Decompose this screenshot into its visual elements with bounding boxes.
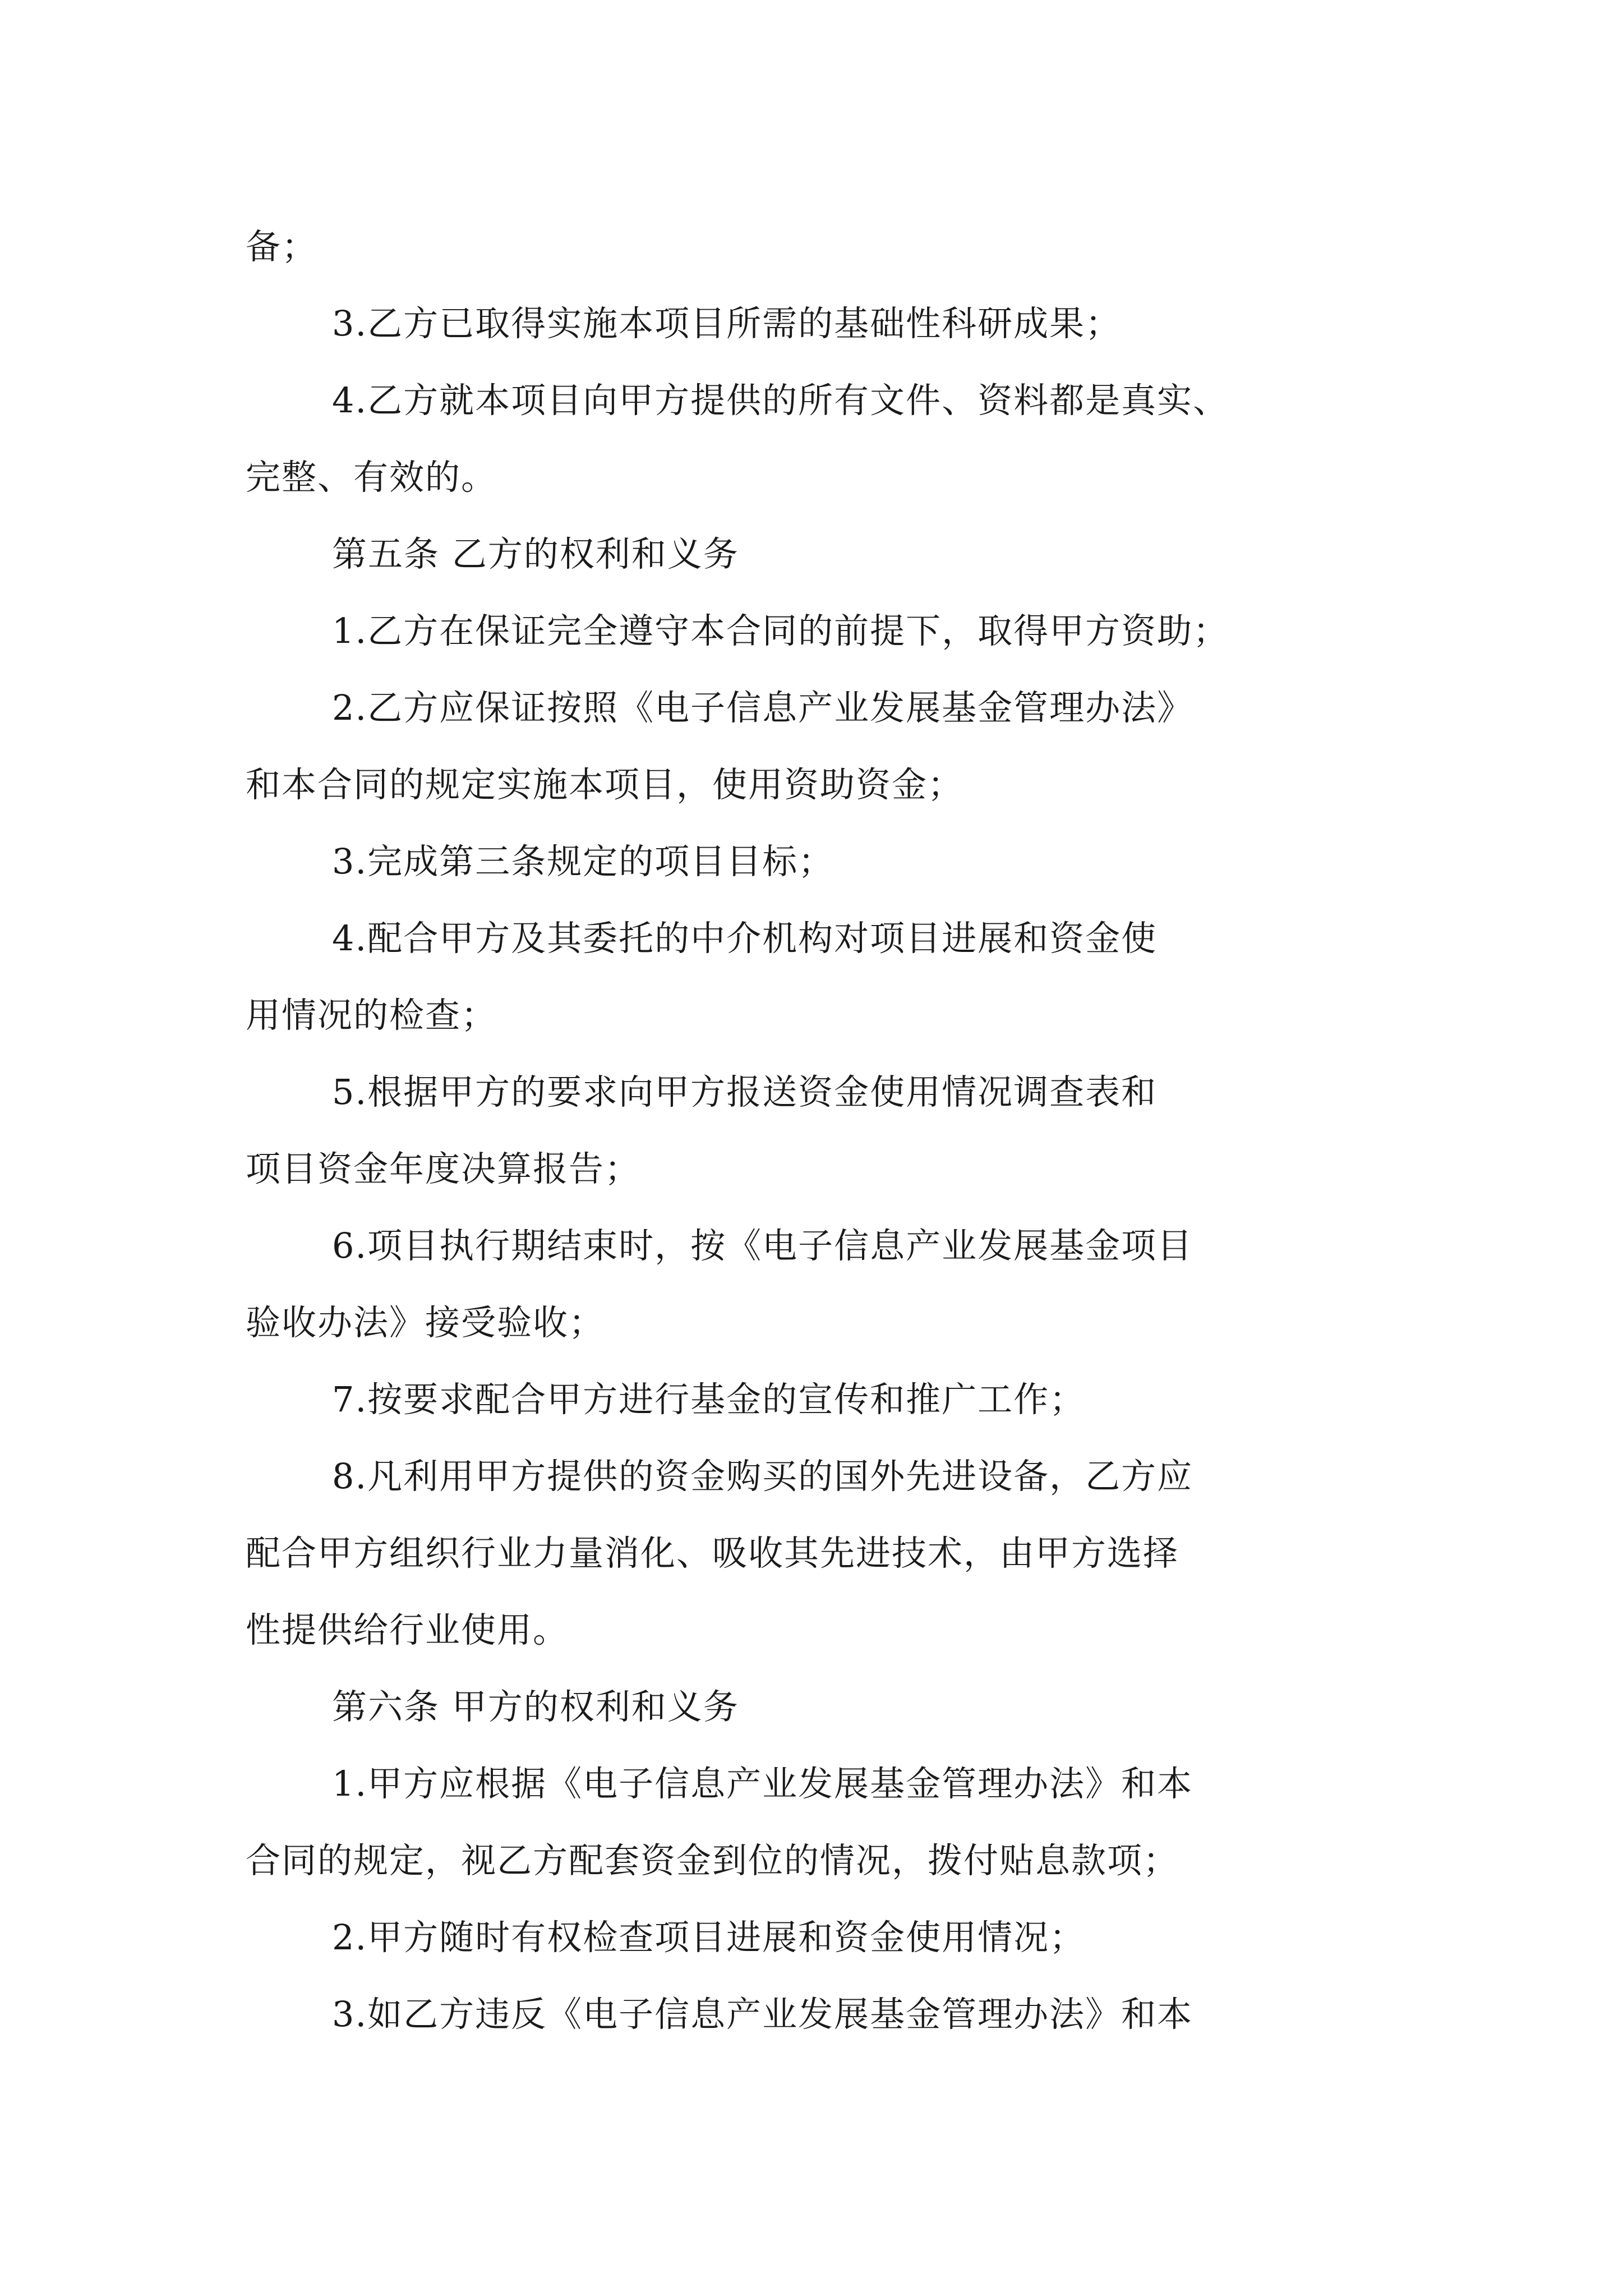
- list-item-text: 4.配合甲方及其委托的中介机构对项目进展和资金使: [332, 918, 1158, 959]
- list-item-text: 2.乙方应保证按照《电子信息产业发展基金管理办法》: [332, 687, 1193, 728]
- text-line: 项目资金年度决算报告；: [246, 1148, 641, 1189]
- list-item-text: 3.完成第三条规定的项目目标；: [332, 841, 834, 882]
- list-item-text: 8.凡利用甲方提供的资金购买的国外先进设备，乙方应: [332, 1456, 1193, 1497]
- list-item-text: 6.项目执行期结束时，按《电子信息产业发展基金项目: [332, 1225, 1193, 1266]
- list-item-text: 1.乙方在保证完全遵守本合同的前提下，取得甲方资助；: [332, 610, 1229, 651]
- list-item-text: 4.乙方就本项目向甲方提供的所有文件、资料都是真实、: [332, 380, 1229, 421]
- text-line: 用情况的检查；: [246, 995, 497, 1036]
- text-line: 和本合同的规定实施本项目，使用资助资金；: [246, 764, 964, 805]
- list-item-text: 3.如乙方违反《电子信息产业发展基金管理办法》和本: [332, 1994, 1193, 2035]
- text-line: 备；: [246, 226, 318, 267]
- text-line: 性提供给行业使用。: [246, 1609, 569, 1650]
- section-heading: 第六条 甲方的权利和义务: [332, 1686, 739, 1727]
- list-item-text: 5.根据甲方的要求向甲方报送资金使用情况调查表和: [332, 1071, 1158, 1112]
- list-item-text: 3.乙方已取得实施本项目所需的基础性科研成果；: [332, 303, 1122, 344]
- text-line: 合同的规定，视乙方配套资金到位的情况，拨付贴息款项；: [246, 1840, 1179, 1881]
- text-line: 完整、有效的。: [246, 457, 497, 498]
- section-heading: 第五条 乙方的权利和义务: [332, 533, 739, 574]
- list-item-text: 2.甲方随时有权检查项目进展和资金使用情况；: [332, 1917, 1086, 1958]
- text-line: 配合甲方组织行业力量消化、吸收其先进技术，由甲方选择: [246, 1533, 1179, 1573]
- text-line: 验收办法》接受验收；: [246, 1302, 605, 1343]
- list-item-text: 7.按要求配合甲方进行基金的宣传和推广工作；: [332, 1379, 1086, 1420]
- list-item-text: 1.甲方应根据《电子信息产业发展基金管理办法》和本: [332, 1763, 1193, 1804]
